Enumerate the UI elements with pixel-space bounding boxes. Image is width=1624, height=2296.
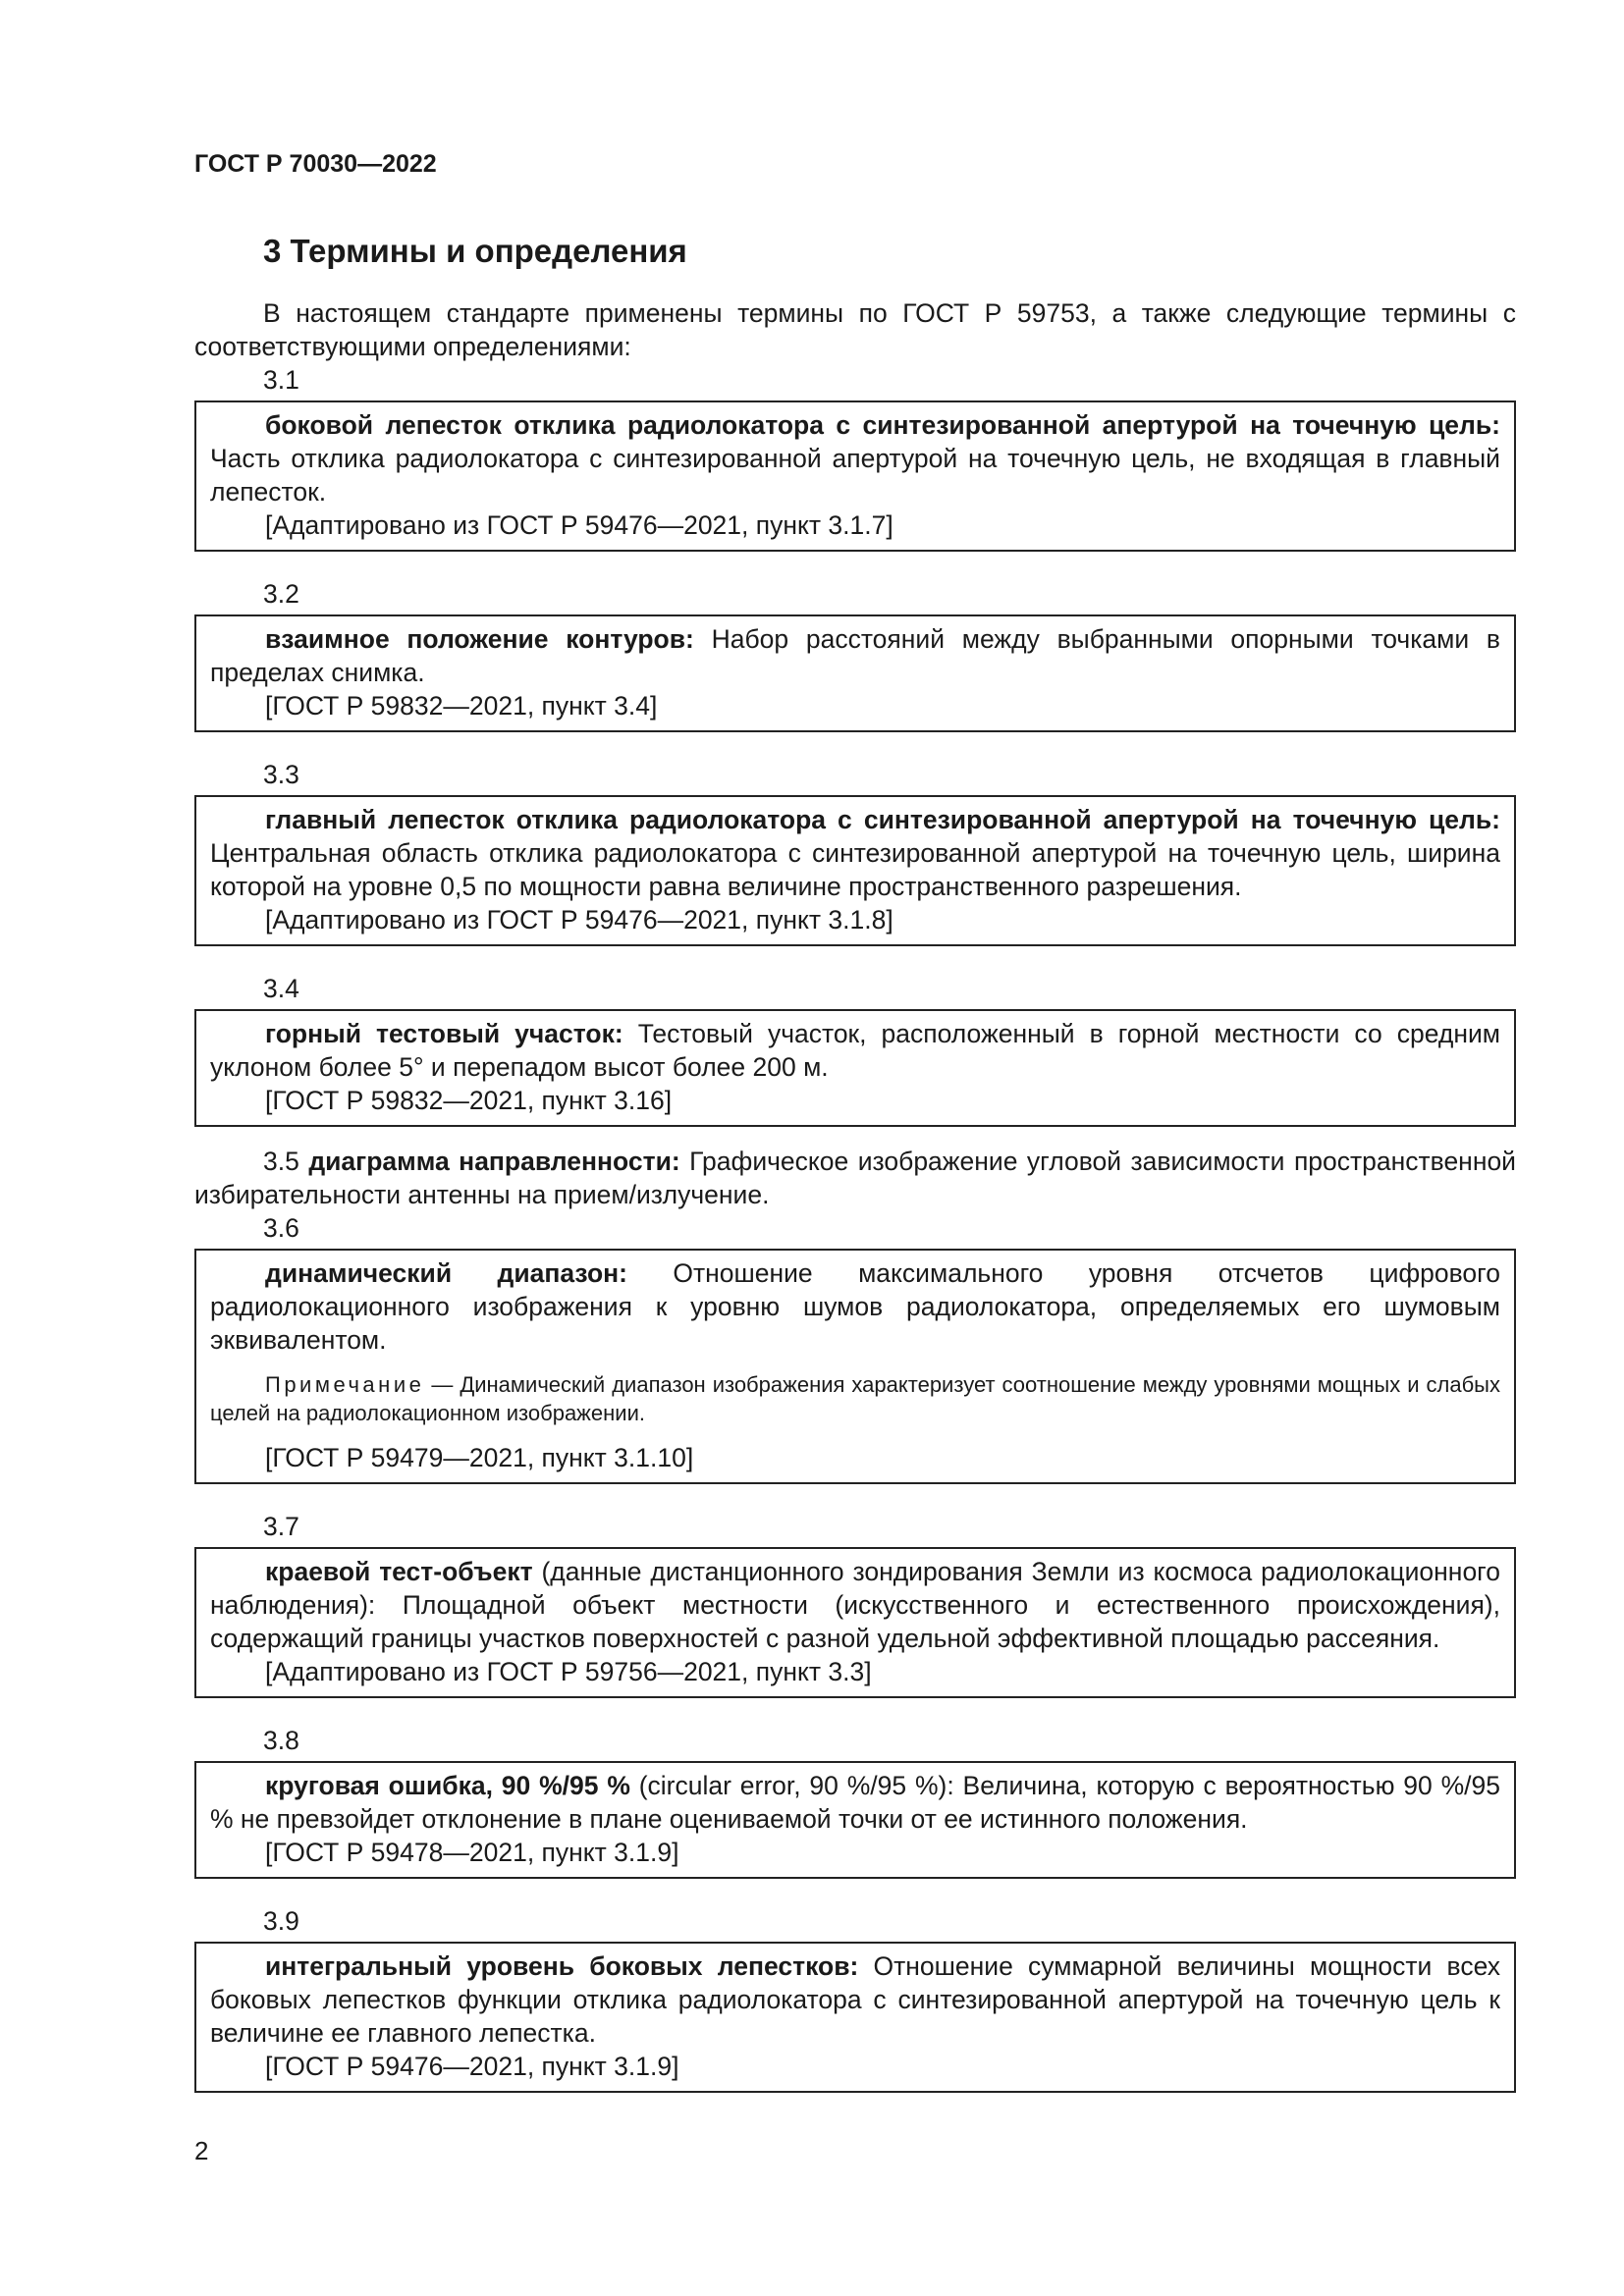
term-text: Набор расстояний между выбранными опорными точками в пределах снимка. [210,624,1500,687]
term-number: 3.8 [263,1726,299,1755]
document-page [194,147,1516,2093]
term-name: боковой лепесток отклика радиолокатора с синтезированной апертурой на точечную цель: [265,410,1500,440]
term-name: краевой тест-объект [265,1557,533,1586]
term-text: Отношение максимального уровня отсчетов цифрового радиолокационного изображения к уровню шумов радиолокатора, определяемых его шумовым эквивалентом. [210,1258,1500,1355]
term-box [194,795,1516,946]
term-number: 3.5 [263,1147,299,1176]
term-definition [210,1949,1500,2050]
term-text: Отношение суммарной величины мощности всех боковых лепестков функции отклика радиолокатора с синтезированной апертурой на точечную цель к величине ее главного лепестка. [210,1951,1500,2048]
term-text: Тестовый участок, расположенный в горной местности со средним уклоном более 5° и перепадом высот более 200 м. [210,1019,1500,1082]
note-text: — Динамический диапазон изображения характеризует соотношение между уровнями мощных и слабых целей на радиолокационном изображении. [210,1372,1500,1425]
term-text: (circular error, 90 %/95 %): Величина, которую с вероятностью 90 %/95 % не превзойдет отклонение в плане оцениваемой точки от ее истинного положения. [210,1771,1501,1834]
term-name: интегральный уровень боковых лепестков: [265,1951,859,1981]
term-source: [ГОСТ Р 59478—2021, пункт 3.1.9] [265,1838,679,1867]
document-header: ГОСТ Р 70030—2022 [194,150,437,178]
term-box [194,614,1516,732]
term-number: 3.2 [263,579,299,609]
term-source: [Адаптировано из ГОСТ Р 59476—2021, пункт 3.1.7] [265,510,893,540]
intro-paragraph: В настоящем стандарте применены термины по ГОСТ Р 59753, а также следующие термины с соответствующими определениями: [194,298,1516,361]
term-number: 3.3 [263,760,299,789]
term-definition-unboxed [194,1145,1516,1211]
term-text: Часть отклика радиолокатора с синтезированной апертурой на точечную цель, не входящая в главный лепесток. [210,444,1500,507]
term-text: Центральная область отклика радиолокатора с синтезированной апертурой на точечную цель, ширина которой на уровне 0,5 по мощности равна величине пространственного разрешения. [210,838,1500,901]
term-definition [210,1017,1500,1084]
term-source: [ГОСТ Р 59832—2021, пункт 3.16] [265,1086,673,1115]
page-number: 2 [194,2136,209,2165]
term-definition [210,1555,1500,1655]
section-title: 3 Термины и определения [263,233,687,269]
term-source: [ГОСТ Р 59832—2021, пункт 3.4] [265,691,658,721]
term-name: круговая ошибка, 90 %/95 % [265,1771,630,1800]
term-number: 3.4 [263,974,299,1003]
term-definition [210,622,1500,689]
term-definition [210,803,1500,903]
term-source: [ГОСТ Р 59479—2021, пункт 3.1.10] [265,1443,694,1472]
term-text: Графическое изображение угловой зависимости пространственной избирательности антенны на прием/излучение. [194,1147,1516,1209]
term-box [194,1249,1516,1484]
term-number: 3.6 [263,1213,299,1243]
term-box [194,400,1516,552]
term-name: диаграмма направленности: [308,1147,680,1176]
term-number: 3.7 [263,1512,299,1541]
term-name: взаимное положение контуров: [265,624,694,654]
term-box [194,1942,1516,2093]
note-label: Примечание [265,1372,425,1397]
term-number: 3.9 [263,1906,299,1936]
term-source: [ГОСТ Р 59476—2021, пункт 3.1.9] [265,2052,679,2081]
term-name: горный тестовый участок: [265,1019,623,1048]
term-name: главный лепесток отклика радиолокатора с синтезированной апертурой на точечную цель: [265,805,1500,834]
term-source: [Адаптировано из ГОСТ Р 59756—2021, пункт 3.3] [265,1657,872,1686]
term-box [194,1761,1516,1879]
term-source: [Адаптировано из ГОСТ Р 59476—2021, пункт 3.1.8] [265,905,893,934]
term-box [194,1547,1516,1698]
term-definition [210,408,1500,508]
term-note [210,1370,1500,1427]
term-box [194,1009,1516,1127]
term-definition [210,1256,1500,1357]
term-definition [210,1769,1500,1836]
term-text: (данные дистанционного зондирования Земли из космоса радиолокационного наблюдения): Площадной объект местности (искусственного и естественного происхождения), содержащий границы участков поверхностей с разной удельной эффективной площадью рассеяния. [210,1557,1500,1653]
term-name: динамический диапазон: [265,1258,627,1288]
term-number: 3.1 [263,365,299,395]
